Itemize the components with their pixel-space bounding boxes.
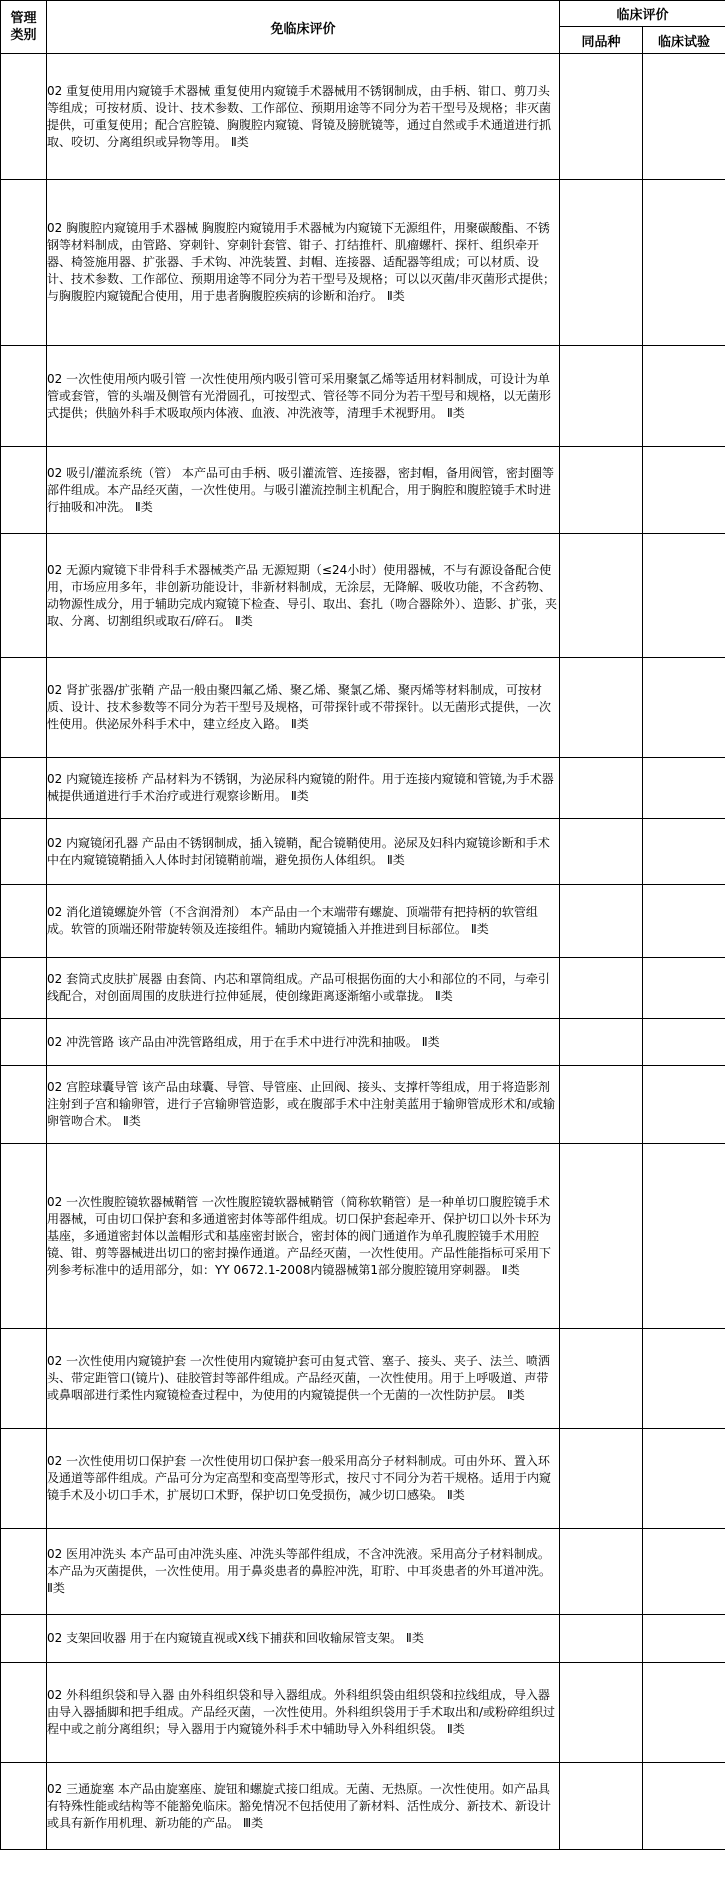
same-variety-cell [560, 1529, 643, 1615]
table-row [1, 1763, 725, 1850]
exempt-description-cell: 02 内窥镜闭孔器 产品由不锈钢制成，插入镜鞘，配合镜鞘使用。泌尿及妇科内窥镜诊断和手术中在内窥镜镜鞘插入人体时封闭镜鞘前端，避免损伤人体组织。 Ⅱ类 [47, 819, 560, 885]
same-variety-cell [560, 346, 643, 447]
exempt-description-cell: 02 一次性使用切口保护套 一次性使用切口保护套一般采用高分子材料制成。可由外环、置入环及通道等部件组成。产品可分为定高型和变高型等形式，按尺寸不同分为若干规格。适用于内窥镜手术及小切口手术，扩展切口术野，保护切口免受损伤，减少切口感染。 Ⅱ类 [47, 1429, 560, 1529]
clinical-trial-header: 临床试验 [643, 27, 725, 54]
clinical-trial-cell [643, 447, 725, 534]
table-row [1, 819, 725, 885]
exempt-description-cell: 02 一次性腹腔镜软器械鞘管 一次性腹腔镜软器械鞘管（简称软鞘管）是一种单切口腹腔镜手术用器械，可由切口保护套和多通道密封体等部件组成。切口保护套起牵开、保护切口以外卡环为基座，多通道密封体以盖帽形式和基座密封嵌合，密封体的阀门通道作为单孔腹腔镜手术用腔镜、钳、剪等器械进出切口的密封操作通道。产品经灭菌，一次性使用。产品性能指标可采用下列参考标准中的适用部分，如：YY 0672.1-2008内镜器械第1部分腹腔镜用穿刺器。 Ⅱ类 [47, 1144, 560, 1329]
clinical-trial-cell [643, 1615, 725, 1663]
same-variety-cell [560, 1066, 643, 1144]
table-row [1, 346, 725, 447]
table-row [1, 447, 725, 534]
same-variety-cell [560, 758, 643, 819]
table-row [1, 658, 725, 758]
clinical-trial-cell [643, 1663, 725, 1763]
same-variety-cell [560, 180, 643, 346]
exempt-description-cell: 02 肾扩张器/扩张鞘 产品一般由聚四氟乙烯、聚乙烯、聚氯乙烯、聚丙烯等材料制成，可按材质、设计、技术参数等不同分为若干型号及规格，可带探针或不带探针。以无菌形式提供，一次性使用。供泌尿外科手术中，建立经皮入路。 Ⅱ类 [47, 658, 560, 758]
category-cell [1, 1329, 47, 1429]
exempt-description-cell: 02 内窥镜连接桥 产品材料为不锈钢，为泌尿科内窥镜的附件。用于连接内窥镜和管镜,为手术器械提供通道进行手术治疗或进行观察诊断用。 Ⅱ类 [47, 758, 560, 819]
clinical-trial-cell [643, 1763, 725, 1850]
same-variety-cell [560, 534, 643, 658]
same-variety-cell [560, 958, 643, 1019]
table-row [1, 1615, 725, 1663]
category-cell [1, 534, 47, 658]
same-variety-cell [560, 1019, 643, 1066]
category-cell [1, 1615, 47, 1663]
table-row [1, 54, 725, 180]
category-cell [1, 1019, 47, 1066]
same-variety-cell [560, 1663, 643, 1763]
category-cell [1, 1144, 47, 1329]
same-variety-cell [560, 819, 643, 885]
category-header-line1: 管理 [10, 11, 37, 26]
category-cell [1, 658, 47, 758]
exempt-description-cell: 02 胸腹腔内窥镜用手术器械 胸腹腔内窥镜用手术器械为内窥镜下无源组件，用聚碳酸酯、不锈钢等材料制成，由管路、穿刺针、穿刺针套管、钳子、打结推杆、肌瘤螺杆、探杆、组织牵开器、椅签施用器、扩张器、手术钩、冲洗装置、封帽、连接器、适配器等组成；可以材质、设计、技术参数、工作部位、预期用途等不同分为若干型号及规格；可以以灭菌/非灭菌形式提供；与胸腹腔内窥镜配合使用，用于患者胸腹腔疾病的诊断和治疗。 Ⅱ类 [47, 180, 560, 346]
exempt-description-cell: 02 一次性使用颅内吸引管 一次性使用颅内吸引管可采用聚氯乙烯等适用材料制成，可设计为单管或套管，管的头端及侧管有光滑圆孔，可按型式、管径等不同分为若干型号和规格，以无菌形式提供；供脑外科手术吸取颅内体液、血液、冲洗液等，清理手术视野用。 Ⅱ类 [47, 346, 560, 447]
clinical-trial-cell [643, 885, 725, 958]
same-variety-header: 同品种 [560, 27, 643, 54]
table-row [1, 1329, 725, 1429]
category-cell [1, 1529, 47, 1615]
exempt-description-cell: 02 支架回收器 用于在内窥镜直视或X线下捕获和回收输尿管支架。 Ⅱ类 [47, 1615, 560, 1663]
same-variety-cell [560, 1615, 643, 1663]
exempt-description-cell: 02 外科组织袋和导入器 由外科组织袋和导入器组成。外科组织袋由组织袋和拉线组成，导入器由导入器插脚和把手组成。产品经灭菌，一次性使用。外科组织袋用于手术取出和/或粉碎组织过程中或之前分离组织；导入器用于内窥镜外科手术中辅助导入外科组织袋。 Ⅱ类 [47, 1663, 560, 1763]
table-row [1, 180, 725, 346]
clinical-trial-cell [643, 534, 725, 658]
table-row [1, 1019, 725, 1066]
clinical-trial-cell [643, 346, 725, 447]
same-variety-cell [560, 1144, 643, 1329]
clinical-trial-cell [643, 658, 725, 758]
clinical-trial-cell [643, 1429, 725, 1529]
exempt-description-cell: 02 一次性使用内窥镜护套 一次性使用内窥镜护套可由复式管、塞子、接头、夹子、法兰、喷洒头、带定距管口(镜片)、硅胶管封等部件组成。产品经灭菌，一次性使用。用于上呼吸道、声带或鼻咽部进行柔性内窥镜检查过程中，为使用的内窥镜提供一个无菌的一次性防护层。 Ⅱ类 [47, 1329, 560, 1429]
category-cell [1, 180, 47, 346]
clinical-trial-cell [643, 1066, 725, 1144]
category-cell [1, 1429, 47, 1529]
clinical-trial-cell [643, 1529, 725, 1615]
table-row [1, 1529, 725, 1615]
table-row [1, 1066, 725, 1144]
exempt-description-cell: 02 冲洗管路 该产品由冲洗管路组成，用于在手术中进行冲洗和抽吸。 Ⅱ类 [47, 1019, 560, 1066]
exempt-description-cell: 02 消化道镜螺旋外管（不含润滑剂） 本产品由一个末端带有螺旋、顶端带有把持柄的软管组成。软管的顶端还附带旋转领及连接组件。辅助内窥镜插入并推进到目标部位。 Ⅱ类 [47, 885, 560, 958]
clinical-trial-cell [643, 1019, 725, 1066]
clinical-trial-cell [643, 1144, 725, 1329]
exempt-description-cell: 02 医用冲洗头 本产品可由冲洗头座、冲洗头等部件组成，不含冲洗液。采用高分子材料制成。本产品为灭菌提供，一次性使用。用于鼻炎患者的鼻腔冲洗，耵聍、中耳炎患者的外耳道冲洗。 Ⅱ类 [47, 1529, 560, 1615]
clinical-trial-cell [643, 819, 725, 885]
category-header [1, 1, 47, 54]
category-cell [1, 1663, 47, 1763]
category-cell [1, 819, 47, 885]
clinical-trial-cell [643, 1329, 725, 1429]
same-variety-cell [560, 447, 643, 534]
same-variety-cell [560, 1763, 643, 1850]
category-cell [1, 447, 47, 534]
exempt-description-cell: 02 三通旋塞 本产品由旋塞座、旋钮和螺旋式接口组成。无菌、无热原。一次性使用。如产品具有特殊性能或结构等不能豁免临床。豁免情况不包括使用了新材料、活性成分、新技术、新设计或具有新作用机理、新功能的产品。 Ⅲ类 [47, 1763, 560, 1850]
same-variety-cell [560, 54, 643, 180]
category-header-line2: 类别 [10, 28, 37, 43]
category-cell [1, 958, 47, 1019]
same-variety-cell [560, 1429, 643, 1529]
category-cell [1, 1763, 47, 1850]
exempt-description-cell: 02 宫腔球囊导管 该产品由球囊、导管、导管座、止回阀、接头、支撑杆等组成，用于将造影剂注射到子宫和输卵管，进行子宫输卵管造影，或在腹部手术中注射美蓝用于输卵管成形术和/或输卵管吻合术。 Ⅱ类 [47, 1066, 560, 1144]
exempt-description-cell: 02 重复使用用内窥镜手术器械 重复使用内窥镜手术器械用不锈钢制成，由手柄、钳口、剪刀头等组成；可按材质、设计、技术参数、工作部位、预期用途等不同分为若干型号及规格；非灭菌提供，可重复使用；配合宫腔镜、胸腹腔内窥镜、肾镜及膀胱镜等，通过自然或手术通道进行抓取、咬切、分离组织或异物等用。 Ⅱ类 [47, 54, 560, 180]
table-row [1, 758, 725, 819]
exempt-description-cell: 02 套筒式皮肤扩展器 由套筒、内芯和罩筒组成。产品可根据伤面的大小和部位的不同，与牵引线配合，对创面周围的皮肤进行拉伸延展，使创缘距离逐渐缩小或靠拢。 Ⅱ类 [47, 958, 560, 1019]
clinical-header: 临床评价 [560, 1, 725, 27]
category-cell [1, 54, 47, 180]
exempt-description-cell: 02 吸引/灌流系统（管） 本产品可由手柄、吸引灌流管、连接器，密封帽，备用阀管，密封圈等部件组成。本产品经灭菌，一次性使用。与吸引灌流控制主机配合，用于胸腔和腹腔镜手术时进行抽吸和冲洗。 Ⅱ类 [47, 447, 560, 534]
category-cell [1, 346, 47, 447]
table-row [1, 1429, 725, 1529]
exempt-description-cell: 02 无源内窥镜下非骨科手术器械类产品 无源短期（≤24小时）使用器械，不与有源设备配合使用，市场应用多年，非创新功能设计，非新材料制成，无涂层，无降解、吸收功能，不含药物、动物源性成分，用于辅助完成内窥镜下检查、导引、取出、套扎（吻合器除外）、造影、扩张，夹取、分离、切割组织或取石/碎石。 Ⅱ类 [47, 534, 560, 658]
clinical-trial-cell [643, 758, 725, 819]
same-variety-cell [560, 1329, 643, 1429]
clinical-trial-cell [643, 180, 725, 346]
table-row [1, 885, 725, 958]
same-variety-cell [560, 658, 643, 758]
table-row [1, 1144, 725, 1329]
category-cell [1, 758, 47, 819]
clinical-trial-cell [643, 54, 725, 180]
table-row [1, 958, 725, 1019]
category-cell [1, 885, 47, 958]
category-cell [1, 1066, 47, 1144]
clinical-trial-cell [643, 958, 725, 1019]
same-variety-cell [560, 885, 643, 958]
exempt-header: 免临床评价 [47, 1, 560, 54]
table-row [1, 534, 725, 658]
table-row [1, 1663, 725, 1763]
